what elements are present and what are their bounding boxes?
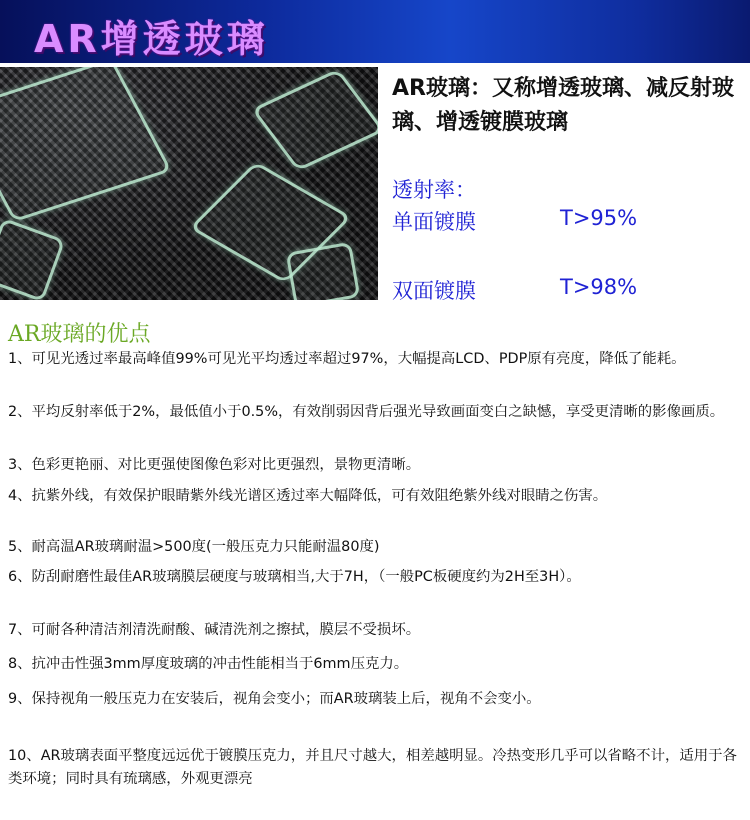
advantage-item-5: 5、耐高温AR玻璃耐温>500度(一般压克力只能耐温80度) [8, 539, 380, 555]
advantage-item-4: 4、抗紫外线，有效保护眼睛紫外线光谱区透过率大幅降低，可有效阻绝紫外线对眼睛之伤害。 [8, 488, 608, 504]
double-coating-name: 双面镀膜 [392, 279, 476, 303]
transmittance-label: 透射率： [392, 178, 476, 202]
glass-pane-image [286, 242, 361, 300]
advantage-item-6: 6、防刮耐磨性最佳AR玻璃膜层硬度与玻璃相当,大于7H，（一般PC板硬度约为2H至3H）。 [8, 569, 581, 585]
title-banner [0, 0, 750, 63]
single-coating-row [392, 206, 638, 236]
glass-pane-image [0, 218, 65, 300]
glass-pane-image [0, 67, 172, 222]
double-coating-row [392, 275, 638, 305]
single-coating-value: T>95% [560, 206, 638, 230]
single-coating-name: 单面镀膜 [392, 210, 476, 234]
advantage-item-1: 1、可见光透过率最高峰值99%可见光平均透过率超过97%，大幅提高LCD、PDP原有亮度，降低了能耗。 [8, 351, 686, 367]
banner-title: AR增透玻璃 [34, 17, 269, 61]
advantages-heading: AR玻璃的优点 [8, 322, 151, 347]
product-photo [0, 67, 378, 300]
advantage-item-8: 8、抗冲击性强3mm厚度玻璃的冲击性能相当于6mm压克力。 [8, 656, 409, 672]
double-coating-value: T>98% [560, 275, 638, 299]
advantage-item-2: 2、平均反射率低于2%，最低值小于0.5%，有效削弱因背后强光导致画面变白之缺憾，享受更清晰的影像画质。 [8, 404, 725, 420]
product-description: AR玻璃：又称增透玻璃、减反射玻璃、增透镀膜玻璃 [392, 76, 734, 135]
advantage-item-9: 9、保持视角一般压克力在安装后，视角会变小；而AR玻璃装上后，视角不会变小。 [8, 691, 541, 707]
advantage-item-10: 10、AR玻璃表面平整度远远优于镀膜压克力，并且尺寸越大，相差越明显。冷热变形几乎可以省略不计，适用于各类环境；同时具有琉璃感，外观更漂亮 [8, 748, 737, 787]
glass-pane-image [251, 69, 378, 172]
advantage-item-3: 3、色彩更艳丽、对比更强使图像色彩对比更强烈，景物更清晰。 [8, 457, 421, 473]
advantage-item-7: 7、可耐各种清洁剂清洗耐酸、碱清洗剂之擦拭，膜层不受损坏。 [8, 622, 421, 638]
